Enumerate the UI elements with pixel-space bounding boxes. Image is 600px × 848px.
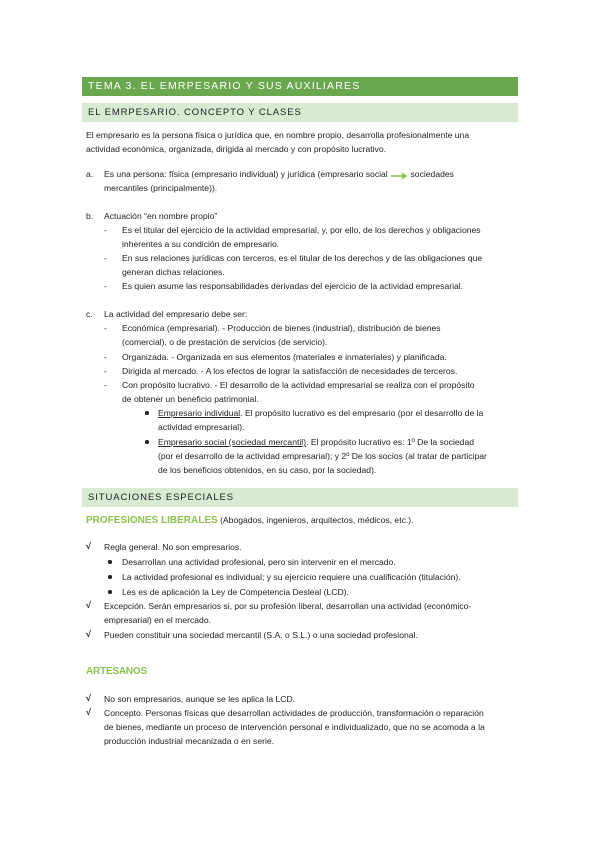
checkmark-icon: √ bbox=[86, 629, 91, 639]
c-item-2-rest: - Organizada en sus elementos (materiales e inmateriales) y planificada. bbox=[168, 352, 447, 362]
excepcion-line-1: Excepción. Serán empresarios si, por su profesión liberal, desarrollan una actividad (económico- bbox=[104, 601, 472, 611]
item-c-title: La actividad del empresario debe ser: bbox=[104, 309, 248, 319]
artesanos-heading: ARTESANOS bbox=[86, 666, 147, 677]
c-item-2-line-1 bbox=[122, 351, 447, 364]
c-item-3-lead: Dirigida al mercado. bbox=[122, 366, 199, 376]
bullet-dot-icon bbox=[108, 575, 112, 579]
section-title: EL EMRPESARIO. CONCEPTO Y CLASES bbox=[88, 107, 302, 118]
sub-item-1-line-1 bbox=[158, 407, 483, 420]
prof-bullet-1: Desarrollan una actividad profesional, pero sin intervenir en el mercado. bbox=[122, 557, 396, 567]
excepcion-line-2: empresarial) en el mercado. bbox=[104, 615, 211, 625]
c-item-1-line-2: (comercial), o de prestación de servicios (de servicio). bbox=[122, 337, 328, 347]
b-item-2-line-2: generan dichas relaciones. bbox=[122, 267, 225, 277]
c-item-3-rest: - A los efectos de lograr la satisfacción de necesidades de terceros. bbox=[198, 366, 458, 376]
prof-bullet-3: Les es de aplicación la Ley de Competencia Desleal (LCD). bbox=[122, 587, 349, 597]
art-item-2-line-1: Concepto. Personas físicas que desarrollan actividades de producción, transformación o reparación bbox=[104, 708, 484, 718]
sub-item-2-line-1 bbox=[158, 436, 474, 449]
item-b-marker: b. bbox=[86, 211, 94, 221]
intro-line-1: El empresario es la persona física o jurídica que, en nombre propio, desarrolla profesionalmente una bbox=[86, 130, 470, 140]
checkmark-icon: √ bbox=[86, 600, 91, 610]
checkmark-icon: √ bbox=[86, 541, 91, 551]
prof-heading: PROFESIONES LIBERALES bbox=[86, 515, 218, 526]
sub-item-2-line-2: (por el desarrollo de la actividad empresarial); y 2º De los socios (al tratar de participar bbox=[158, 451, 487, 461]
dash-marker: - bbox=[104, 225, 107, 235]
sub-item-1-rest: . El propósito lucrativo es del empresario (por el desarrollo de la bbox=[240, 408, 484, 418]
dash-marker: - bbox=[104, 352, 107, 362]
c-item-4-line-1 bbox=[122, 379, 475, 392]
sub-item-2-line-3: de los beneficios obtenidos, en su caso, por la sociedad). bbox=[158, 465, 377, 475]
b-item-2-line-1: En sus relaciones jurídicas con terceros, es el titular de los derechos y de las obligaciones que bbox=[122, 253, 483, 263]
item-a-text: Es una persona: física (empresario individual) y jurídica (empresario social bbox=[104, 169, 388, 179]
c-item-2-lead: Organizada. bbox=[122, 352, 169, 362]
dash-marker: - bbox=[104, 281, 107, 291]
b-item-1-line-2: inherentes a su condición de empresario. bbox=[122, 239, 280, 249]
intro-line-2: actividad económica, organizada, dirigida al mercado y con propósito lucrativo. bbox=[86, 144, 386, 154]
checkmark-icon: √ bbox=[86, 707, 91, 717]
sub-item-2-rest: . El propósito lucrativo es: 1º De la sociedad bbox=[306, 437, 475, 447]
art-item-2-line-2: de bienes, mediante un proceso de intervención personal e individualizado, que no se acomoda a la bbox=[104, 722, 485, 732]
c-item-1-rest: - Producción de bienes (industrial), distribución de bienes bbox=[219, 323, 441, 333]
chapter-title: TEMA 3. EL EMRPESARIO Y SUS AUXILIARES bbox=[88, 80, 361, 92]
b-item-3-line-1: Es quien asume las responsabilidades derivadas del ejercicio de la actividad empresarial. bbox=[122, 281, 464, 291]
prof-examples: (Abogados, ingenieros, arquitectos, médicos, etc.). bbox=[217, 515, 414, 525]
prof-bullet-2: La actividad profesional es individual; y su ejercicio requiere una cualificación (titulación). bbox=[122, 572, 461, 582]
bullet-dot-icon bbox=[145, 440, 149, 444]
pueden-constituir: Pueden constituir una sociedad mercantil (S.A. o S.L.) o una sociedad profesional. bbox=[104, 630, 418, 640]
item-a-line-2: mercantiles (principalmente)). bbox=[104, 183, 218, 193]
bullet-dot-icon bbox=[108, 560, 112, 564]
chapter-title-band bbox=[82, 77, 518, 96]
c-item-1-lead: Económica (empresarial). bbox=[122, 323, 220, 333]
prof-heading-line bbox=[86, 514, 414, 527]
dash-marker: - bbox=[104, 253, 107, 263]
item-c-marker: c. bbox=[86, 309, 93, 319]
section-title-band bbox=[82, 103, 518, 122]
section-title: SITUACIONES ESPECIALES bbox=[88, 492, 234, 503]
sub-item-2-lead: Empresario social (sociedad mercantil) bbox=[158, 437, 307, 447]
c-item-3-line-1 bbox=[122, 365, 457, 378]
checkmark-icon: √ bbox=[86, 693, 91, 703]
section-title-band bbox=[82, 488, 518, 507]
bullet-dot-icon bbox=[145, 411, 149, 415]
b-item-1-line-1: Es el titular del ejercicio de la actividad empresarial, y, por ello, de los derechos y obligaciones bbox=[122, 225, 481, 235]
c-item-1-line-1 bbox=[122, 322, 441, 335]
c-item-4-rest: - El desarrollo de la actividad empresarial se realiza con el propósito bbox=[212, 380, 475, 390]
item-a-line-1 bbox=[104, 168, 454, 181]
sub-item-1-line-2: actividad empresarial). bbox=[158, 422, 245, 432]
dash-marker: - bbox=[104, 323, 107, 333]
art-item-2-line-3: producción industrial mecanizada o en serie. bbox=[104, 736, 275, 746]
art-item-1: No son empresarios, aunque se les aplica la LCD. bbox=[104, 694, 296, 704]
dash-marker: - bbox=[104, 380, 107, 390]
dash-marker: - bbox=[104, 366, 107, 376]
sub-item-1-lead: Empresario individual bbox=[158, 408, 241, 418]
item-a-suffix: sociedades bbox=[410, 169, 454, 179]
item-b-title: Actuación “en nombre propio” bbox=[104, 211, 218, 221]
c-item-4-lead: Con propósito lucrativo. bbox=[122, 380, 213, 390]
regla-general: Regla general. No son empresarios. bbox=[104, 542, 242, 552]
item-a-marker: a. bbox=[86, 169, 94, 179]
bullet-dot-icon bbox=[108, 590, 112, 594]
c-item-4-line-2: de obtener un beneficio patrimonial. bbox=[122, 394, 259, 404]
right-arrow-icon bbox=[390, 171, 408, 179]
